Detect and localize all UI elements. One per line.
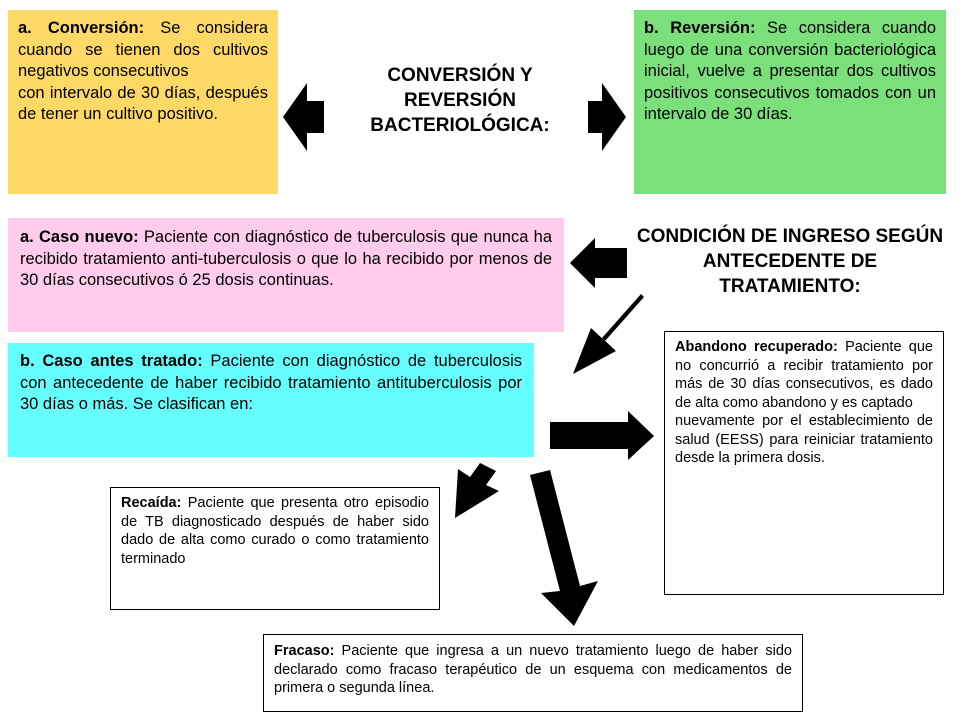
abandono-text-2: nuevamente por el establecimiento de salud (EESS) para reiniciar tratamiento desde la primera dosis. <box>675 413 933 466</box>
caso-tratado-text: Paciente con diagnóstico de tuberculosis con antecedente de haber recibido tratamiento antituberculosis por 30 días o más. Se clasifican en: <box>20 352 522 413</box>
caso-nuevo-text: Paciente con diagnóstico de tuberculosis que nunca ha recibido tratamiento anti-tuberculosis o que lo ha recibido por menos de 30 días consecutivos ó 25 dosis continuas. <box>20 228 552 289</box>
conversion-term: a. Conversión: <box>18 19 145 37</box>
reversion-text: Se considera cuando luego de una conversión bacteriológica inicial, vuelve a presentar dos cultivos positivos consecutivos tomados con un intervalo de 30 días. <box>644 19 936 123</box>
conversion-text-2: con intervalo de 30 días, después de tener un cultivo positivo. <box>18 83 268 123</box>
recaida-term: Recaída: <box>121 495 182 511</box>
caso-tratado-term: b. Caso antes tratado: <box>20 352 203 370</box>
abandono-term: Abandono recuperado: <box>675 339 838 355</box>
conversion-text-1: Se considera cuando se tienen dos cultivos negativos consecutivos <box>18 19 268 80</box>
arrow-right-reversion <box>588 83 626 151</box>
reversion-term: b. Reversión: <box>644 19 756 37</box>
fracaso-text: Paciente que ingresa a un nuevo tratamiento luego de haber sido declarado como fracaso terapéutico de un esquema con medicamentos de primera o segunda línea. <box>274 643 792 696</box>
arrow-down-fracaso <box>530 470 598 626</box>
arrow-left-conversion <box>283 83 324 151</box>
abandono-text-1: Paciente que no concurrió a recibir tratamiento por más de 30 días consecutivos, es dado de alta como abandono y es captado <box>675 339 933 411</box>
caso-nuevo-term: a. Caso nuevo: <box>20 228 139 246</box>
recaida-text: Paciente que presenta otro episodio de TB diagnosticado después de haber sido dado de alta como curado o como tratamiento terminado <box>121 495 429 567</box>
title-conversion-reversion: CONVERSIÓN Y REVERSIÓN BACTERIOLÓGICA: <box>370 65 550 136</box>
arrow-diagonal-recaida <box>455 463 499 518</box>
fracaso-term: Fracaso: <box>274 643 335 659</box>
arrow-left-caso-nuevo <box>570 238 627 288</box>
arrow-diagonal-caso-tratado <box>573 294 644 374</box>
title-condicion-ingreso: CONDICIÓN DE INGRESO SEGÚN ANTECEDENTE DE TRATAMIENTO: <box>636 226 944 297</box>
arrow-right-abandono <box>550 411 654 460</box>
